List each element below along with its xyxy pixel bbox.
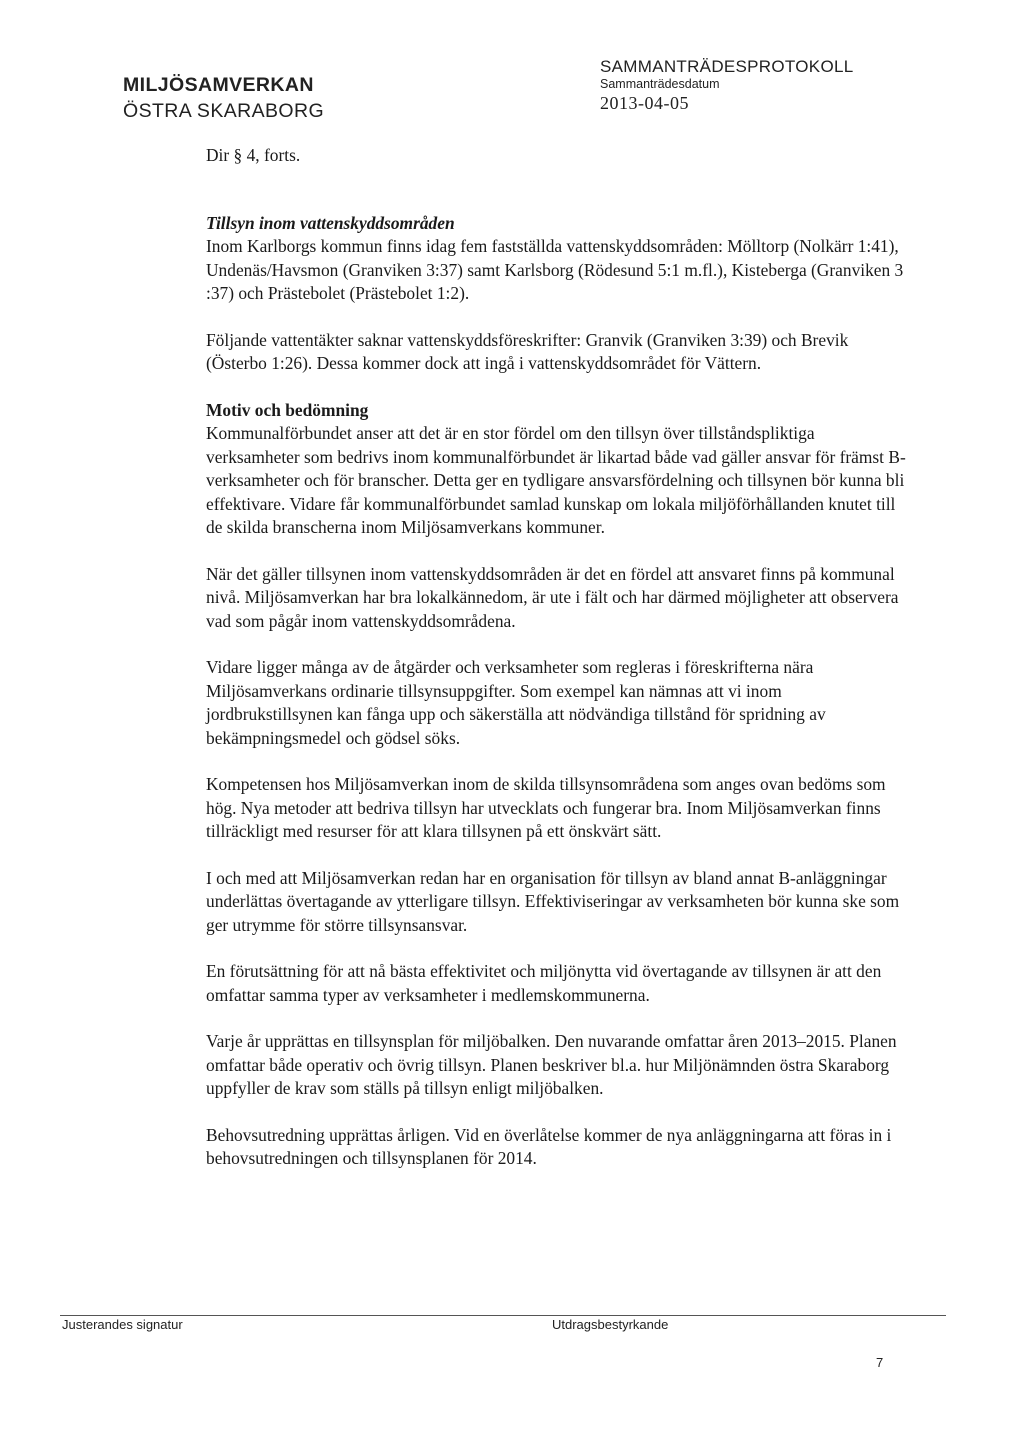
meeting-date: 2013-04-05 bbox=[600, 93, 689, 113]
paragraph-regulated-activities: Vidare ligger många av de åtgärder och verksamheter som regleras i föreskrifterna nära Miljösamverkans ordinarie tillsynsuppgifter. Som exempel kan nämnas att vi inom jordbrukstillsynen kan fånga upp och säkerställa att nödvändiga tillstånd för spridning av bekämpningsmedel och gödsel söks. bbox=[206, 657, 826, 748]
footer-divider bbox=[60, 1315, 946, 1316]
document-body bbox=[206, 144, 906, 1171]
paragraph-needs-assessment: Behovsutredning upprättas årligen. Vid en överlåtelse kommer de nya anläggningarna att föras in i behovsutredningen och tillsynsplanen för 2014. bbox=[206, 1124, 892, 1168]
org-name-line2: ÖSTRA SKARABORG bbox=[123, 100, 325, 122]
paragraph-municipal-level: När det gäller tillsynen inom vattenskyddsområden är det en fördel att ansvaret finns på kommunal nivå. Miljösamverkan har bra lokalkännedom, är ute i fält och har därmed möjligheter att observera vad som pågår inom vattenskyddsområdena. bbox=[206, 563, 899, 631]
paragraph-missing-regulations: Följande vattentäkter saknar vattenskyddsföreskrifter: Granvik (Granviken 3:39) och Brevik (Österbo 1:26). Dessa kommer dock att ingå i vattenskyddsområdet för Vättern. bbox=[206, 329, 849, 373]
section-reference: Dir § 4, forts. bbox=[206, 145, 301, 165]
paragraph-protected-areas: Inom Karlborgs kommun finns idag fem fastställda vattenskyddsområden: Mölltorp (Nolkärr 1:41), Undenäs/Havsmon (Granviken 3:37) samt Karlsborg (Rödesund 5:1 m.fl.), Kisteberga (Granviken 3 :37) och Prästebolet (Prästebolet 1:2). bbox=[206, 236, 904, 303]
protocol-header bbox=[600, 57, 853, 114]
paragraph-prerequisite: En förutsättning för att nå bästa effektivitet och miljönytta vid övertagande av tillsynen är att den omfattar samma typer av verksamheter i medlemskommunerna. bbox=[206, 961, 882, 1005]
paragraph-supervision-plan: Varje år upprättas en tillsynsplan för miljöbalken. Den nuvarande omfattar åren 2013–2015. Planen omfattar både operativ och övrig tillsyn. Planen beskriver bl.a. hur Miljönämnden östra Skaraborg uppfyller de krav som ställs på tillsyn enligt miljöbalken. bbox=[206, 1031, 897, 1098]
section-heading-motiv: Motiv och bedömning bbox=[206, 399, 369, 420]
protocol-title: SAMMANTRÄDESPROTOKOLL bbox=[600, 57, 854, 76]
paragraph-organisation: I och med att Miljösamverkan redan har en organisation för tillsyn av bland annat B-anläggningar underlättas övertagande av ytterligare tillsyn. Effektiviseringar av verksamheten bör kunna ske som ger utrymme för större tillsynsansvar. bbox=[206, 867, 900, 935]
meeting-date-label: Sammanträdesdatum bbox=[600, 77, 720, 91]
section-heading-tillsyn: Tillsyn inom vattenskyddsområden bbox=[206, 212, 455, 233]
page-number: 7 bbox=[876, 1355, 884, 1370]
signature-label: Justerandes signatur bbox=[62, 1317, 183, 1332]
org-name-line1: MILJÖSAMVERKAN bbox=[123, 74, 314, 96]
paragraph-motiv: Kommunalförbundet anser att det är en stor fördel om den tillsyn över tillståndspliktiga verksamheter som bedrivs inom kommunalförbundet är likartad både vad gäller ansvar för främst B-verksamheter och för branscher. Detta ger en tydligare ansvarsfördelning och tillsynen bör kunna bli effektivare. Vidare får kommunalförbundet samlad kunskap om lokala miljöförhållanden knutet till de skilda branscherna inom Miljösamverkans kommuner. bbox=[206, 423, 906, 537]
paragraph-competence: Kompetensen hos Miljösamverkan inom de skilda tillsynsområdena som anges ovan bedöms som hög. Nya metoder att bedriva tillsyn har utvecklats och fungerar bra. Inom Miljösamverkan finns tillräckligt med resurser för att klara tillsynen på ett önskvärt sätt. bbox=[206, 774, 886, 841]
organization-name bbox=[123, 72, 324, 124]
extract-certification-label: Utdragsbestyrkande bbox=[552, 1317, 669, 1332]
